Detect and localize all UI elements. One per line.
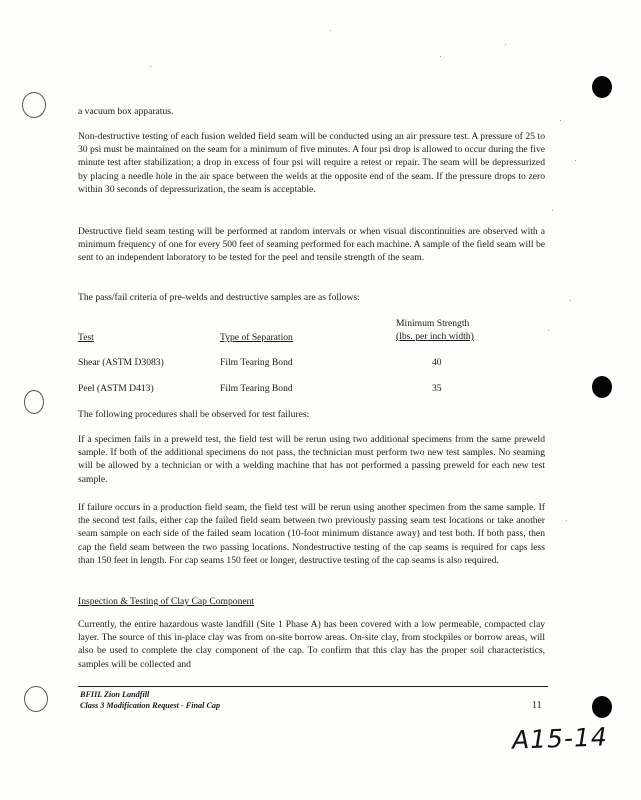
punch-hole-top xyxy=(592,76,612,98)
scan-speck xyxy=(440,56,441,57)
table-cell-test: Peel (ASTM D413) xyxy=(78,383,154,394)
table-header-strength-line2: (lbs. per inch width) xyxy=(396,331,474,342)
table-cell-strength: 40 xyxy=(432,357,442,368)
scan-speck xyxy=(505,44,506,45)
page-number: 11 xyxy=(532,700,542,711)
footer-site-name: BFIIL Zion Landfill xyxy=(80,690,150,699)
punch-ring-top xyxy=(22,92,46,118)
handwritten-page-id: A15-14 xyxy=(511,722,609,755)
table-header-strength-line1: Minimum Strength xyxy=(396,318,470,329)
criteria-intro: The pass/fail criteria of pre-welds and destructive samples are as follows: xyxy=(78,292,360,303)
paragraph-nondestructive-testing: Non-destructive testing of each fusion welded field seam will be conducted using an air pressure test. A pressure of 25 to 30 psi must be maintained on the seam for a minimum of five minutes. A four psi drop is allowed to occur during the five minute test after stabilization; a drop in excess of four psi will require a retest or repair. The seam will be depressurized by placing a needle hole in the air space between the welds at the opposite end of the seam. If the pressure drops to zero within 30 seconds of depressurization, the seam is acceptable. xyxy=(78,131,545,195)
table-cell-test: Shear (ASTM D3083) xyxy=(78,357,164,368)
punch-ring-bottom xyxy=(24,686,48,712)
section-heading-clay-cap: Inspection & Testing of Clay Cap Component xyxy=(78,596,255,607)
scan-speck xyxy=(560,120,561,121)
footer-divider xyxy=(78,686,548,687)
table-cell-separation: Film Tearing Bond xyxy=(220,383,293,394)
scan-speck xyxy=(570,300,571,301)
punch-hole-middle xyxy=(592,376,612,398)
scan-speck xyxy=(552,210,553,211)
footer-document-title: Class 3 Modification Request - Final Cap xyxy=(80,701,221,710)
scan-speck xyxy=(566,520,567,521)
punch-ring-middle xyxy=(24,390,44,414)
punch-hole-bottom xyxy=(592,696,612,718)
scan-speck xyxy=(575,160,576,161)
table-header-separation: Type of Separation xyxy=(220,332,293,343)
paragraph-preweld-failure: If a specimen fails in a preweld test, the field test will be rerun using two additional specimens from the same preweld sample. If both of the additional specimens do not pass, the technician must perform two new test samples. No seaming will be allowed by a technician or with a welding machine that has not performed a passing preweld for each new test sample. xyxy=(78,434,545,485)
table-header-test: Test xyxy=(78,332,94,343)
scan-speck xyxy=(548,330,549,331)
scan-speck xyxy=(150,66,151,67)
table-cell-strength: 35 xyxy=(432,383,442,394)
failures-intro: The following procedures shall be observed for test failures: xyxy=(78,409,310,420)
paragraph-destructive-testing: Destructive field seam testing will be performed at random intervals or when visual discontinuities are observed with a minimum frequency of one for every 500 feet of seaming performed for each machine. A sample of the field seam will be sent to an independent laboratory to be tested for the peel and tensile strength of the seam. xyxy=(78,226,545,264)
paragraph-production-failure: If failure occurs in a production field seam, the field test will be rerun using another specimen from the same sample. If the second test fails, either cap the failed field seam between two previously passing seam test locations or take another seam sample on each side of the failed seam location (10-foot minimum distance away) and test both. If both pass, then cap the field seam between the two passing locations. Nondestructive testing of the cap seams is required for caps less than 150 feet in length. For cap seams 150 feet or longer, destructive testing of the cap seams is also required. xyxy=(78,502,545,566)
paragraph-clay-cap: Currently, the entire hazardous waste landfill (Site 1 Phase A) has been covered with a low permeable, compacted clay layer. The source of this in-place clay was from on-site borrow areas. On-site clay, from stockpiles or borrow areas, will also be used to complete the clay component of the cap. To confirm that this clay has the proper soil characteristics, samples will be collected and xyxy=(78,619,545,670)
continuation-line: a vacuum box apparatus. xyxy=(78,106,174,117)
table-cell-separation: Film Tearing Bond xyxy=(220,357,293,368)
scan-speck xyxy=(330,30,331,31)
